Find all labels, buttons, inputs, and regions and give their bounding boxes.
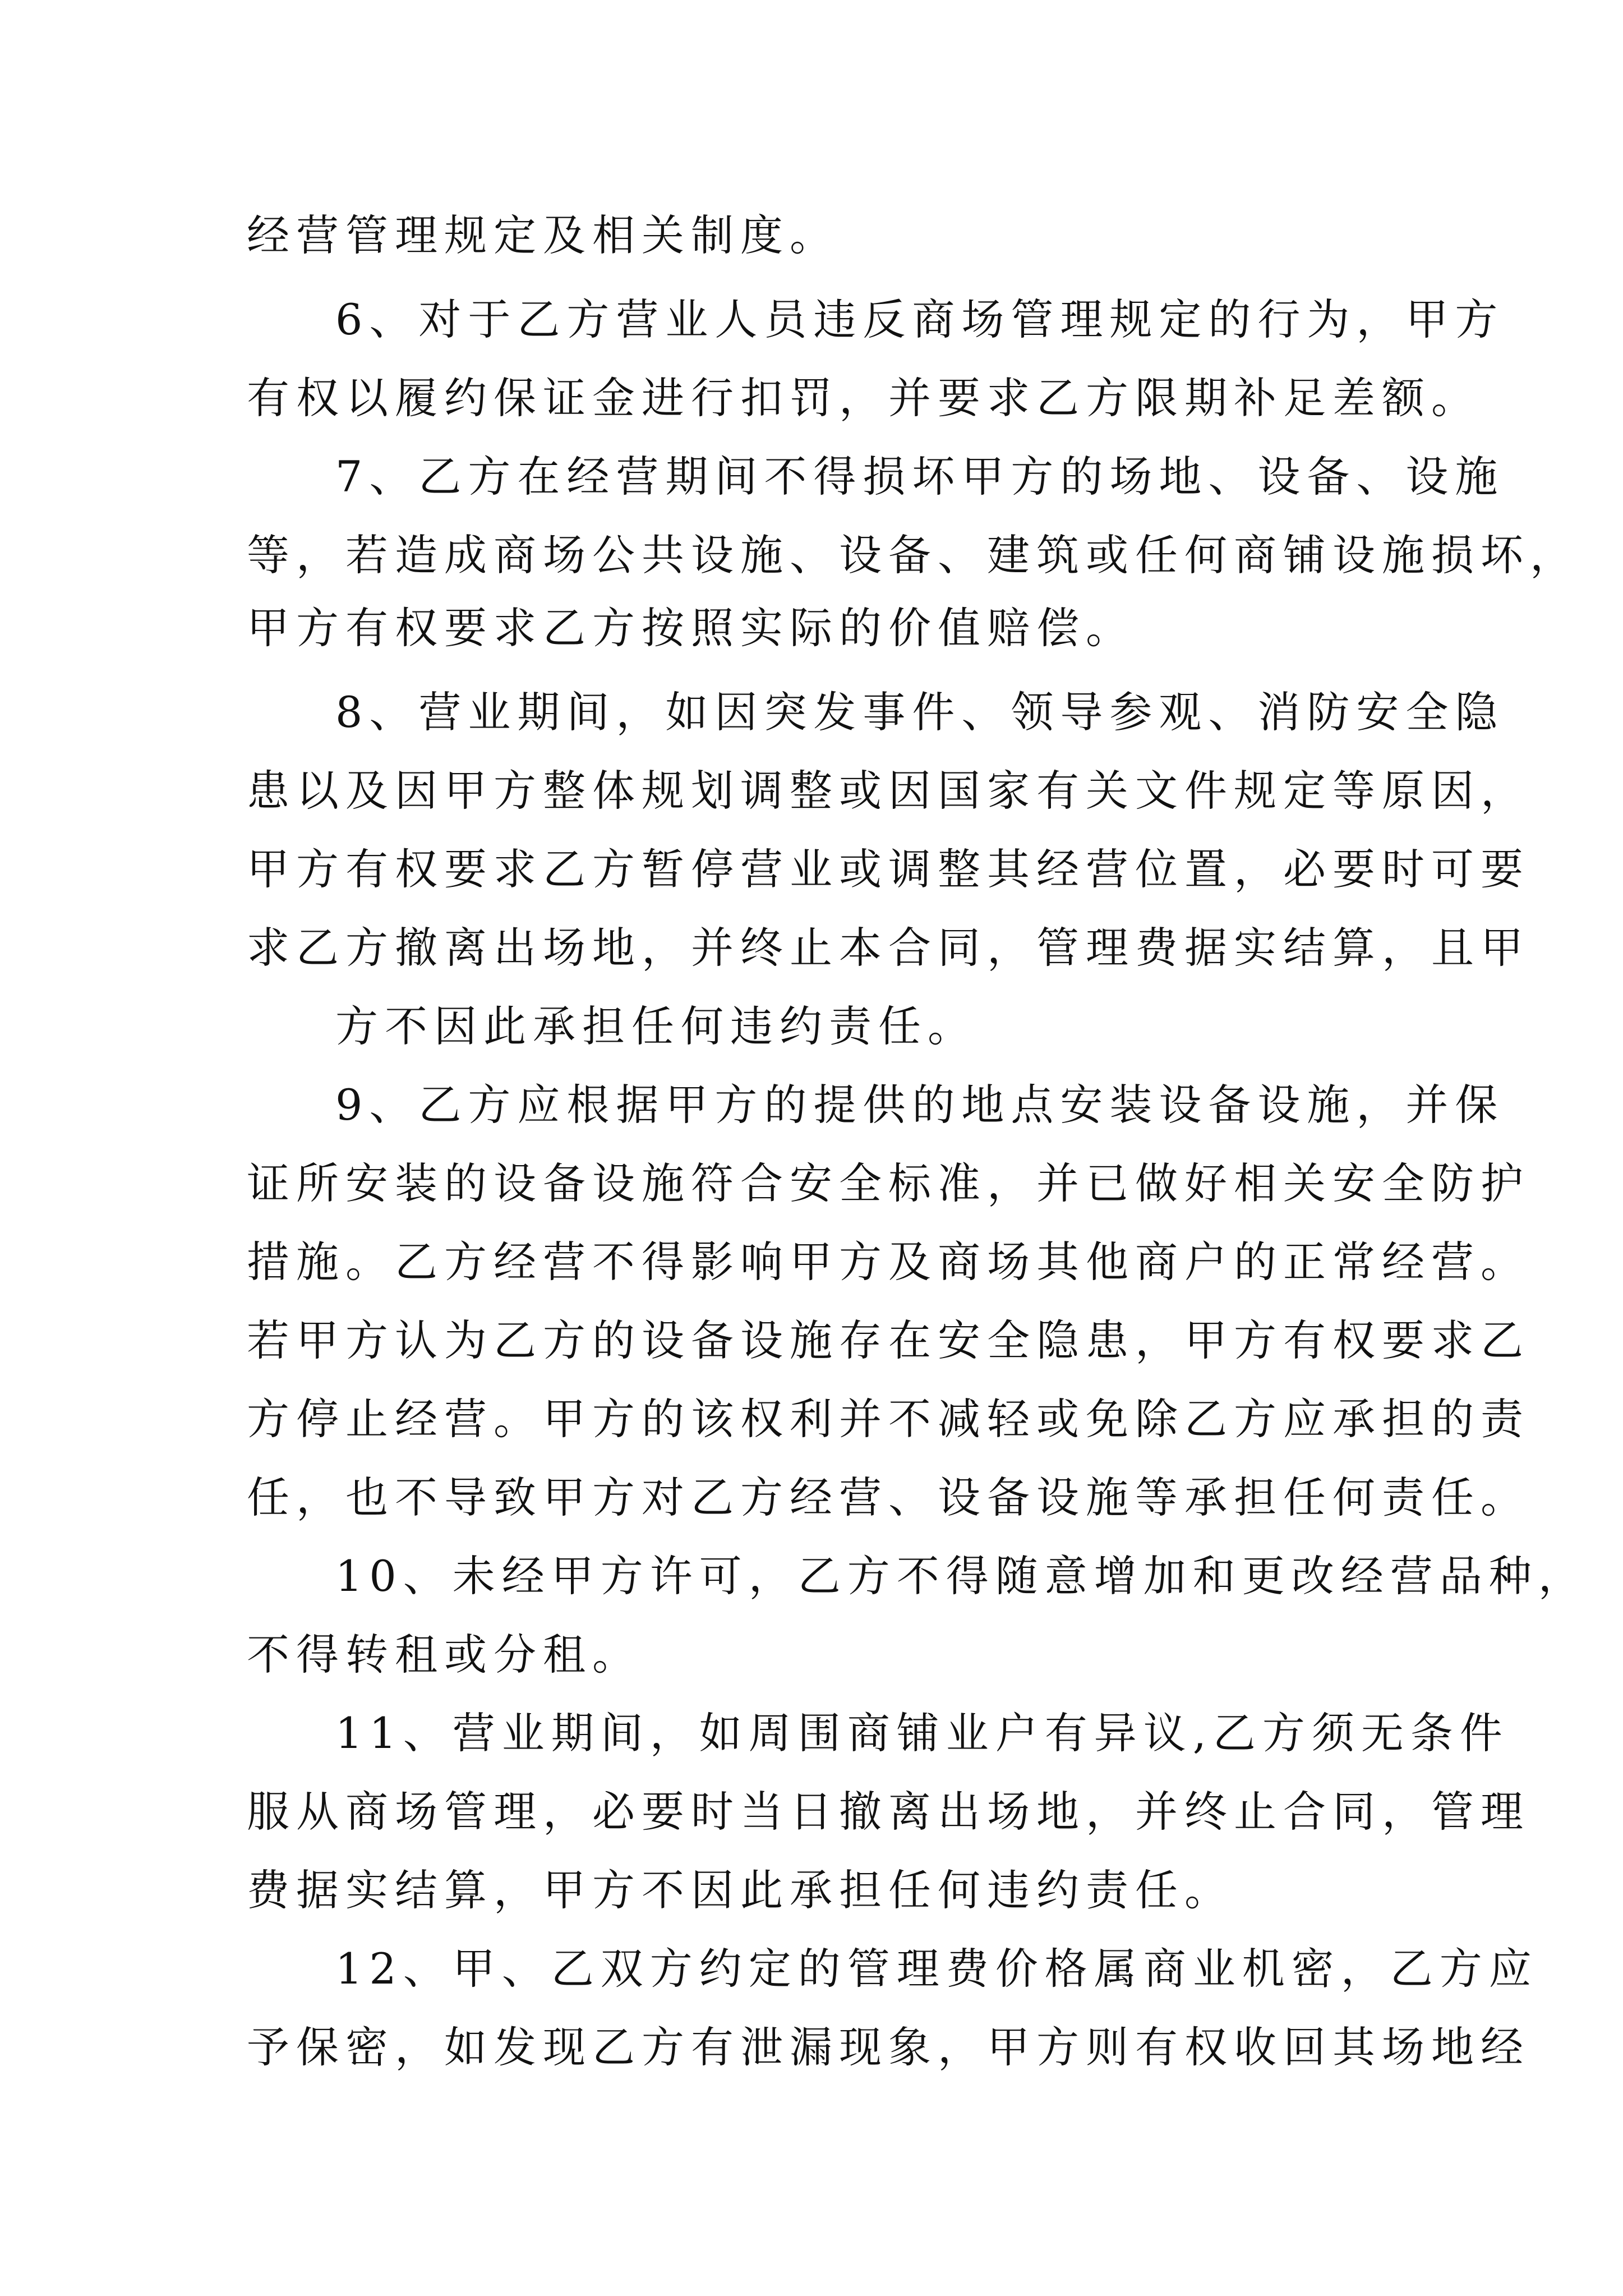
text-line: 若甲方认为乙方的设备设施存在安全隐患，甲方有权要求乙 bbox=[247, 1315, 1530, 1365]
text-line: 费据实结算，甲方不因此承担任何违约责任。 bbox=[247, 1865, 1234, 1915]
text-line: 求乙方撤离出场地，并终止本合同，管理费据实结算，且甲 bbox=[247, 923, 1530, 973]
text-line: 患以及因甲方整体规划调整或因国家有关文件规定等原因， bbox=[247, 766, 1530, 816]
text-line: 不得转租或分租。 bbox=[247, 1630, 642, 1680]
clause-9-line: 9、乙方应根据甲方的提供的地点安装设备设施，并保 bbox=[335, 1080, 1505, 1130]
text-line: 甲方有权要求乙方暂停营业或调整其经营位置，必要时可要 bbox=[247, 844, 1530, 894]
text-line: 服从商场管理，必要时当日撤离出场地，并终止合同，管理 bbox=[247, 1787, 1530, 1837]
clause-6-line: 6、对于乙方营业人员违反商场管理规定的行为，甲方 bbox=[335, 295, 1505, 344]
text-line: 措施。乙方经营不得影响甲方及商场其他商户的正常经营。 bbox=[247, 1237, 1530, 1287]
text-line: 方不因此承担任何违约责任。 bbox=[335, 1001, 977, 1051]
clause-10-line: 10、未经甲方许可，乙方不得随意增加和更改经营品种， bbox=[335, 1551, 1588, 1601]
clause-11-line: 11、营业期间，如周围商铺业户有异议,乙方须无条件 bbox=[335, 1708, 1509, 1758]
clause-7-line: 7、乙方在经营期间不得损坏甲方的场地、设备、设施 bbox=[335, 452, 1505, 501]
text-line: 任，也不导致甲方对乙方经营、设备设施等承担任何责任。 bbox=[247, 1473, 1530, 1522]
text-line: 等，若造成商场公共设施、设备、建筑或任何商铺设施损坏， bbox=[247, 530, 1579, 580]
clause-12-line: 12、甲、乙双方约定的管理费价格属商业机密，乙方应 bbox=[335, 1944, 1538, 1994]
text-line: 方停止经营。甲方的该权利并不减轻或免除乙方应承担的责 bbox=[247, 1394, 1530, 1444]
text-line: 予保密，如发现乙方有泄漏现象，甲方则有权收回其场地经 bbox=[247, 2022, 1530, 2072]
text-line: 经营管理规定及相关制度。 bbox=[247, 210, 839, 260]
clause-8-line: 8、营业期间，如因突发事件、领导参观、消防安全隐 bbox=[335, 687, 1505, 737]
text-line: 有权以履约保证金进行扣罚，并要求乙方限期补足差额。 bbox=[247, 373, 1481, 423]
text-line: 证所安装的设备设施符合安全标准，并已做好相关安全防护 bbox=[247, 1158, 1530, 1208]
text-line: 甲方有权要求乙方按照实际的价值赔偿。 bbox=[247, 603, 1135, 653]
